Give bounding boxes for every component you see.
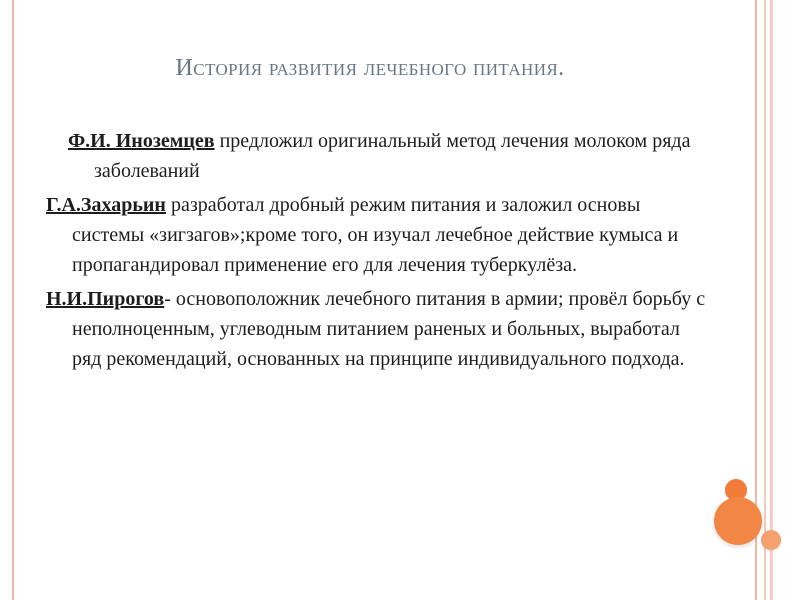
slide-title: История развития лечебного питания. <box>175 55 565 81</box>
paragraph-pirogov <box>46 284 706 374</box>
slide-content <box>46 126 706 378</box>
decor-circle-tiny <box>761 530 781 550</box>
right-decor-stripe-inner <box>772 0 778 600</box>
person-name-inozemtsev: Ф.И. Иноземцев <box>68 130 215 152</box>
right-decor-stripe <box>764 0 772 600</box>
paragraph-zakharyin-text: разработал дробный режим питания и заложил основы системы «зигзагов»;кроме того, он изучал лечебное действие кумыса и пропагандировал применение его для лечения туберкулёза. <box>72 194 679 276</box>
paragraph-pirogov-text: - основоположник лечебного питания в армии; провёл борьбу с неполноценным, углеводным питанием раненых и больных, выработал ряд рекомендаций, основанных на принципе индивидуального подхода. <box>72 288 706 370</box>
decor-circle-large <box>714 497 762 545</box>
paragraph-inozemtsev <box>46 126 706 186</box>
paragraph-zakharyin-body <box>46 190 706 280</box>
person-name-zakharyin: Г.А.Захарьин <box>46 194 166 216</box>
paragraph-pirogov-body <box>46 284 706 374</box>
paragraph-inozemtsev-text: предложил оригинальный метод лечения молоком ряда заболеваний <box>94 130 691 182</box>
person-name-pirogov: Н.И.Пирогов <box>46 288 165 310</box>
paragraph-inozemtsev-body <box>68 126 706 186</box>
paragraph-zakharyin <box>46 190 706 280</box>
